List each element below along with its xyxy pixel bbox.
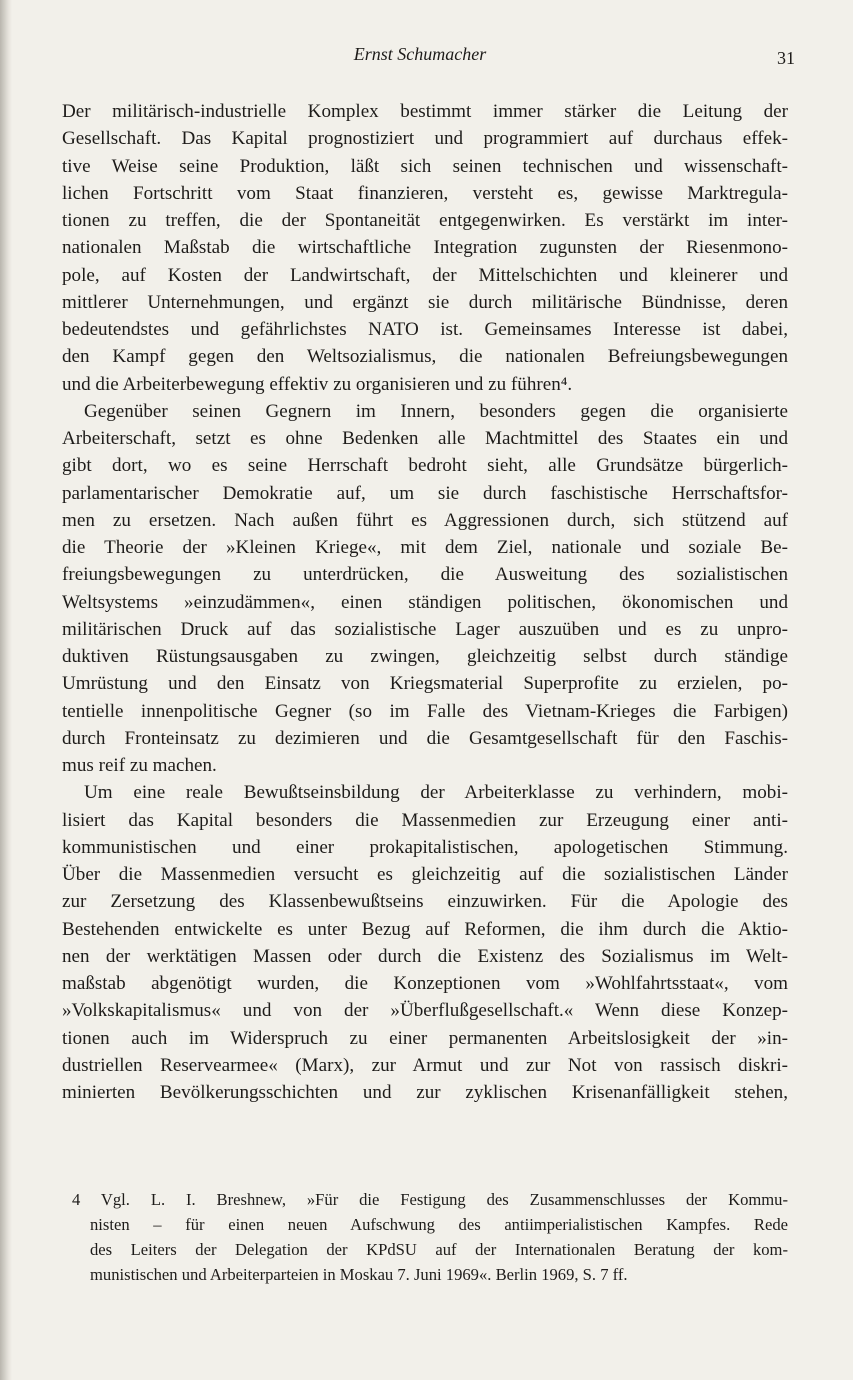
text-line: Über die Massenmedien versucht es gleichzeitig auf die sozialistischen Länder <box>62 864 788 885</box>
text-line: Der militärisch-industrielle Komplex bestimmt immer stärker die Leitung der <box>62 101 788 122</box>
text-line: kommunistischen und einer prokapitalistischen, apologetischen Stimmung. <box>62 836 788 858</box>
footnote-line: nisten – für einen neuen Aufschwung des antiimperialistischen Kampfes. Rede <box>90 1215 788 1234</box>
text-line: lichen Fortschritt vom Staat finanzieren, versteht es, gewisse Marktregula- <box>62 182 788 204</box>
text-line: dustriellen Reservearmee« (Marx), zur Armut und zur Not von rassisch diskri- <box>62 1054 788 1076</box>
text-line: den Kampf gegen den Weltsozialismus, die nationalen Befreiungsbewegungen <box>62 346 788 368</box>
text-line: tentielle innenpolitische Gegner (so im Falle des Vietnam-Krieges die Farbigen) <box>62 700 788 722</box>
text-line: tive Weise seine Produktion, läßt sich seinen technischen und wissenschaft- <box>62 155 788 177</box>
text-line: Um eine reale Bewußtseinsbildung der Arbeiterklasse zu verhindern, mobi- <box>84 782 788 804</box>
text-line: bedeutendstes und gefährlichstes NATO ist. Gemeinsames Interesse ist dabei, <box>62 319 788 340</box>
text-line: und die Arbeiterbewegung effektiv zu organisieren und zu führen⁴. <box>62 373 573 395</box>
text-line: Weltsystems »einzudämmen«, einen ständigen politischen, ökonomischen und <box>62 591 788 613</box>
text-line: lisiert das Kapital besonders die Massenmedien zur Erzeugung einer anti- <box>62 809 788 831</box>
text-line: Umrüstung und den Einsatz von Kriegsmaterial Superprofite zu erzielen, po- <box>62 673 788 695</box>
text-line: Bestehenden entwickelte es unter Bezug auf Reformen, die ihm durch die Aktio- <box>62 918 788 940</box>
text-line: durch Fronteinsatz zu dezimieren und die Gesamtgesellschaft für den Faschis- <box>62 727 788 749</box>
body-text <box>62 98 788 1106</box>
footnote-line: des Leiters der Delegation der KPdSU auf der Internationalen Beratung der kom- <box>90 1240 788 1259</box>
book-spine-shadow <box>0 0 12 1380</box>
text-line: freiungsbewegungen zu unterdrücken, die Ausweitung des sozialistischen <box>62 564 788 586</box>
text-line: parlamentarischer Demokratie auf, um sie durch faschistische Herrschaftsfor- <box>62 482 788 504</box>
text-line: die Theorie der »Kleinen Kriege«, mit dem Ziel, nationale und soziale Be- <box>62 537 788 558</box>
text-line: »Volkskapitalismus« und von der »Überflußgesellschaft.« Wenn diese Konzep- <box>62 1000 788 1022</box>
text-line: tionen auch im Widerspruch zu einer permanenten Arbeitslosigkeit der »in- <box>62 1027 788 1049</box>
text-line: maßstab abgenötigt wurden, die Konzeptionen vom »Wohlfahrtsstaat«, vom <box>62 973 788 994</box>
text-line: men zu ersetzen. Nach außen führt es Aggressionen durch, sich stützend auf <box>62 509 788 531</box>
text-line: mittlerer Unternehmungen, und ergänzt sie durch militärische Bündnisse, deren <box>62 291 788 313</box>
text-line: zur Zersetzung des Klassenbewußtseins einzuwirken. Für die Apologie des <box>62 891 788 913</box>
text-line: mus reif zu machen. <box>62 755 217 776</box>
text-line: nen der werktätigen Massen oder durch die Existenz des Sozialismus im Welt- <box>62 945 788 967</box>
text-line: Gegenüber seinen Gegnern im Innern, besonders gegen die organisierte <box>84 400 788 422</box>
page-header <box>0 44 853 74</box>
footnote-line: 4 Vgl. L. I. Breshnew, »Für die Festigung des Zusammenschlusses der Kommu- <box>72 1190 788 1209</box>
text-line: Arbeiterschaft, setzt es ohne Bedenken alle Machtmittel des Staates ein und <box>62 428 788 449</box>
text-line: nationalen Maßstab die wirtschaftliche Integration zugunsten der Riesenmono- <box>62 237 788 259</box>
text-line: tionen zu treffen, die der Spontaneität entgegenwirken. Es verstärkt im inter- <box>62 210 788 231</box>
footnote <box>72 1187 788 1287</box>
text-line: Gesellschaft. Das Kapital prognostiziert und programmiert auf durchaus effek- <box>62 128 788 150</box>
text-line: pole, auf Kosten der Landwirtschaft, der Mittelschichten und kleinerer und <box>62 264 788 286</box>
page-number: 31 <box>777 48 795 68</box>
running-head: Ernst Schumacher <box>353 44 487 64</box>
text-line: minierten Bevölkerungsschichten und zur zyklischen Krisenanfälligkeit stehen, <box>62 1082 788 1103</box>
text-line: militärischen Druck auf das sozialistische Lager auszuüben und es zu unpro- <box>62 618 788 640</box>
text-line: duktiven Rüstungsausgaben zu zwingen, gleichzeitig selbst durch ständige <box>62 646 788 667</box>
footnote-line: munistischen und Arbeiterparteien in Moskau 7. Juni 1969«. Berlin 1969, S. 7 ff. <box>90 1265 628 1284</box>
text-line: gibt dort, wo es seine Herrschaft bedroht sieht, alle Grundsätze bürgerlich- <box>62 455 788 477</box>
